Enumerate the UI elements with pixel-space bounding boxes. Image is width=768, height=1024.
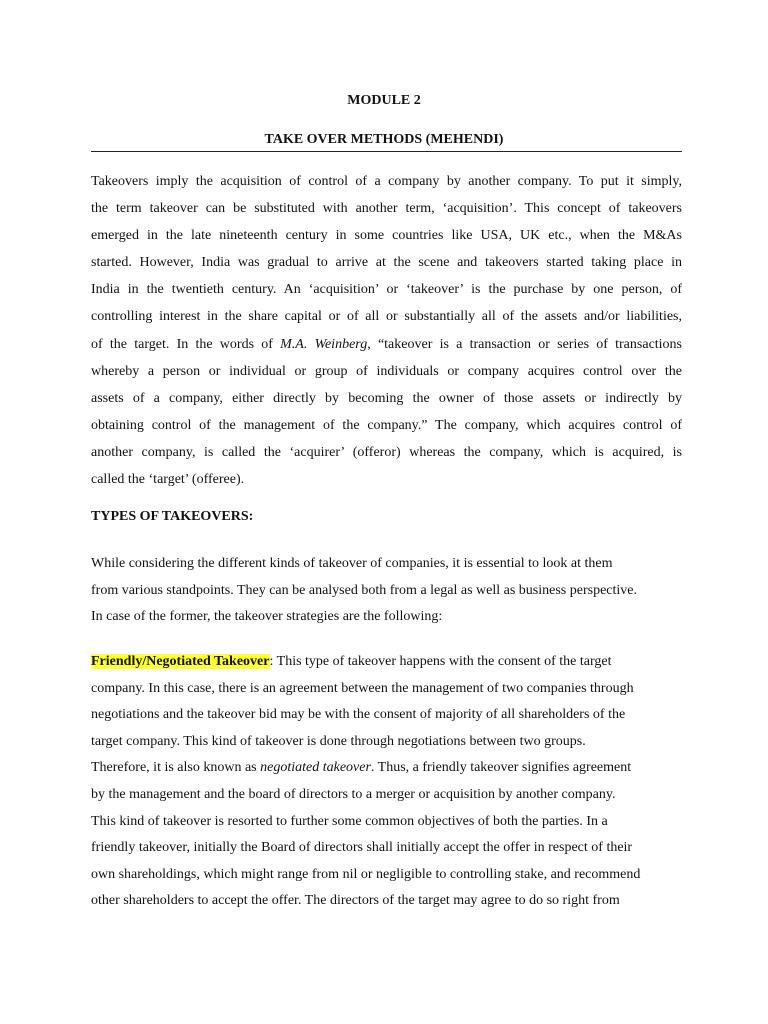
author-name: M.A. Weinberg [280, 336, 368, 352]
friendly-line: company. In this case, there is an agreement between the management of two companies through [91, 680, 634, 696]
intro-line: emerged in the late nineteenth century in some countries like USA, UK etc., when the M&As [91, 228, 682, 244]
module-heading: MODULE 2 [347, 93, 421, 108]
italic-term: negotiated takeover [260, 760, 371, 776]
types-paragraph [91, 551, 682, 631]
intro-line: called the ‘target’ (offeree). [91, 472, 245, 488]
intro-line: obtaining control of the management of the company.” The company, which acquires control of [91, 417, 682, 433]
page-title: TAKE OVER METHODS (MEHENDI) [264, 132, 504, 147]
friendly-text: Therefore, it is also known as [91, 760, 261, 776]
intro-line: started. However, India was gradual to arrive at the scene and takeovers started taking place in [91, 255, 682, 271]
intro-line: Takeovers imply the acquisition of control of a company by another company. To put it simply, [91, 174, 682, 189]
friendly-text: : This type of takeover happens with the consent of the target [269, 654, 612, 669]
friendly-line: This kind of takeover is resorted to further some common objectives of both the parties. In a [91, 813, 608, 829]
friendly-line: target company. This kind of takeover is done through negotiations between two groups. [91, 733, 586, 749]
intro-line: India in the twentieth century. An ‘acquisition’ or ‘takeover’ is the purchase by one person, of [91, 282, 682, 298]
intro-line: the term takeover can be substituted with another term, ‘acquisition’. This concept of takeovers [91, 201, 682, 217]
title-underline [91, 151, 682, 152]
intro-line [91, 331, 682, 358]
intro-line: controlling interest in the share capital or of all or substantially all of the assets and/or liabilities, [91, 309, 682, 325]
intro-text: of the target. In the words of [91, 336, 281, 352]
intro-text: , “takeover is a transaction or series of transactions [367, 336, 683, 352]
friendly-line [91, 649, 682, 676]
friendly-takeover-paragraph [91, 649, 682, 915]
intro-paragraph [91, 168, 682, 493]
friendly-line: by the management and the board of directors to a merger or acquisition by another company. [91, 786, 616, 802]
friendly-line: own shareholdings, which might range from nil or negligible to controlling stake, and recommend [91, 866, 641, 882]
friendly-line [91, 755, 682, 782]
intro-line: assets of a company, either directly by becoming the owner of those assets or indirectly by [91, 390, 682, 406]
intro-line: another company, is called the ‘acquirer’ (offeror) whereas the company, which is acquired, is [91, 444, 682, 460]
section-heading-types: TYPES OF TAKEOVERS: [91, 509, 254, 524]
highlighted-term: Friendly/Negotiated Takeover [91, 654, 270, 669]
types-line: While considering the different kinds of takeover of companies, it is essential to look at them [91, 556, 613, 571]
types-line: In case of the former, the takeover strategies are the following: [91, 609, 443, 624]
friendly-line: other shareholders to accept the offer. The directors of the target may agree to do so right from [91, 893, 620, 909]
intro-line: whereby a person or individual or group of individuals or company acquires control over the [91, 363, 682, 379]
friendly-line: friendly takeover, initially the Board of directors shall initially accept the offer in respect of their [91, 840, 633, 856]
friendly-line: negotiations and the takeover bid may be with the consent of majority of all shareholders of the [91, 707, 626, 723]
types-line: from various standpoints. They can be analysed both from a legal as well as business perspective. [91, 582, 637, 598]
friendly-text: . Thus, a friendly takeover signifies agreement [370, 760, 632, 776]
